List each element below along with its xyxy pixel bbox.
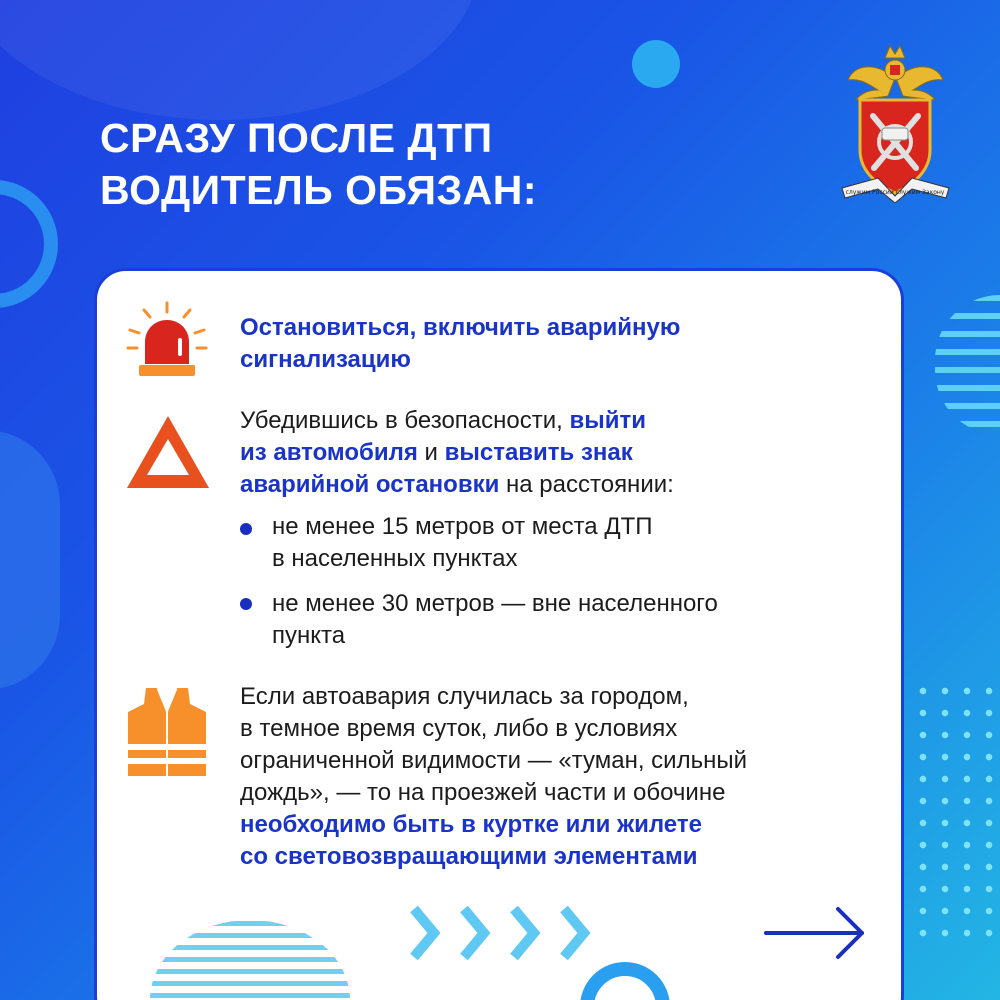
bullet-dot	[240, 598, 252, 610]
page-title	[100, 112, 620, 216]
warning-triangle-icon	[125, 413, 211, 491]
decor-ring	[0, 180, 58, 308]
title-line-2: ВОДИТЕЛЬ ОБЯЗАН:	[100, 167, 537, 213]
step-2-text: Убедившись в безопасности, выйти из автомобиля и выставить знак аварийной остановки на расстоянии:	[240, 407, 674, 498]
chevrons-icon	[410, 905, 600, 961]
arrow-right-icon	[762, 905, 872, 961]
decor-stripes-right	[935, 295, 1000, 435]
emblem-ribbon-text: служим России служим Закону	[845, 189, 945, 196]
decor-dots	[912, 680, 1000, 950]
title-line-1: СРАЗУ ПОСЛЕ ДТП	[100, 115, 493, 161]
step-3-text: Если автоавария случилась за городом, в темное время суток, либо в условиях ограниченной видимости — «туман, сильный дождь», — то на проезжей части и обочине необходимо быть в куртке или жилете со световозвращающими элементами	[240, 683, 747, 870]
background-wave	[0, 0, 480, 120]
bullet-item-1: не менее 15 метров от места ДТП в населенных пунктах	[272, 513, 653, 572]
decor-bottom-stripes	[150, 915, 350, 1000]
police-emblem-icon	[838, 38, 953, 203]
bullet-dot	[240, 523, 252, 535]
bullet-item-2: не менее 30 метров — вне населенного пункта	[272, 590, 718, 649]
step-1-text: Остановиться, включить аварийную сигнализацию	[240, 314, 681, 373]
siren-icon	[124, 300, 210, 380]
decor-blob	[0, 430, 60, 690]
reflective-vest-icon	[124, 686, 210, 778]
decor-circle	[632, 40, 680, 88]
